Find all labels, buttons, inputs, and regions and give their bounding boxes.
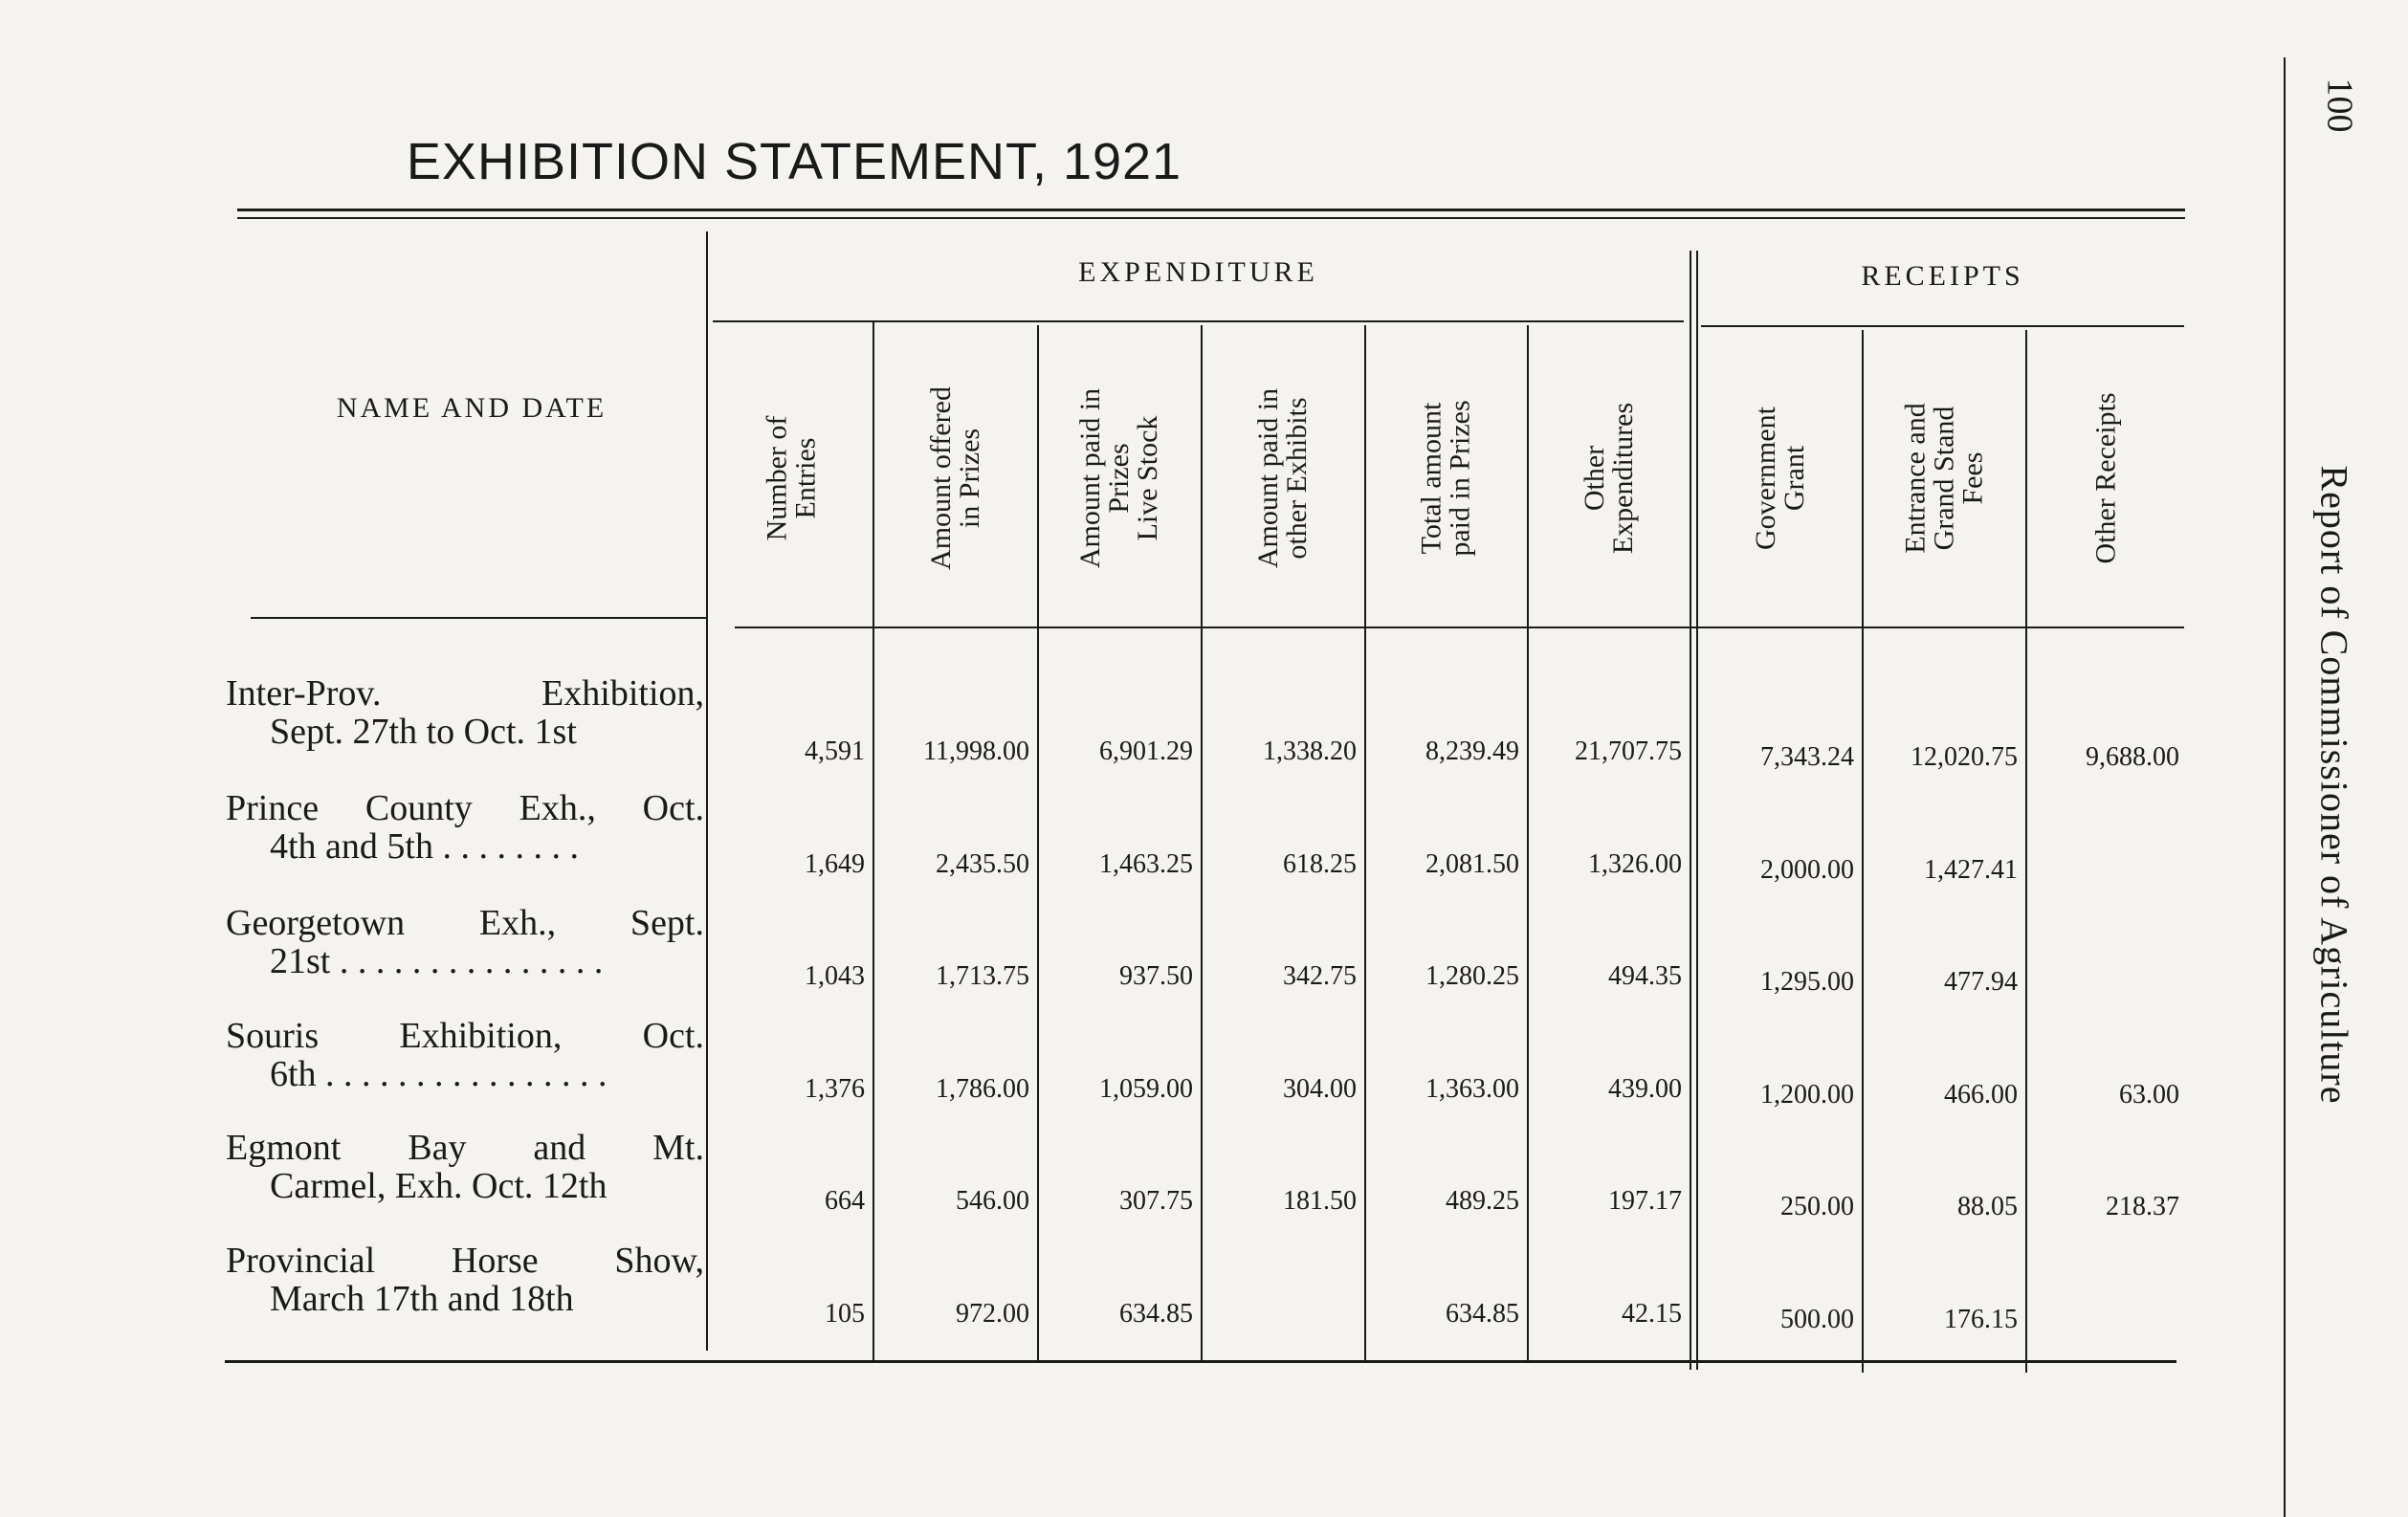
column-header-government-grant: Government Grant xyxy=(1749,407,1810,550)
table-cell: 2,081.50 xyxy=(1425,849,1519,879)
name-column-divider xyxy=(706,231,708,1351)
table-cell: 546.00 xyxy=(956,1186,1029,1216)
table-cell: 11,998.00 xyxy=(923,737,1029,766)
table-cell: 1,786.00 xyxy=(936,1074,1029,1104)
column-header-entrance-fees: Entrance and Grand Stand Fees xyxy=(1899,403,1989,554)
table-cell: 972.00 xyxy=(956,1299,1029,1329)
receipts-group-label: RECEIPTS xyxy=(1861,260,2024,292)
table-cell: 2,435.50 xyxy=(936,849,1029,879)
table-cell: 1,338.20 xyxy=(1263,737,1357,766)
column-header-other-receipts: Other Receipts xyxy=(2089,392,2122,564)
table-cell: 1,427.41 xyxy=(1924,855,2018,885)
table-cell: 9,688.00 xyxy=(2086,742,2179,772)
table-cell: 439.00 xyxy=(1608,1074,1682,1104)
table-cell: 634.85 xyxy=(1446,1299,1519,1329)
table-cell: 1,059.00 xyxy=(1099,1074,1193,1104)
page-title: EXHIBITION STATEMENT, 1921 xyxy=(406,133,1182,190)
table-cell: 21,707.75 xyxy=(1575,737,1682,766)
table-cell: 304.00 xyxy=(1283,1074,1357,1104)
table-cell: 12,020.75 xyxy=(1911,742,2018,772)
table-cell: 42.15 xyxy=(1622,1299,1682,1329)
page-margin-line xyxy=(2284,57,2286,1517)
row-name: Inter-Prov. Exhibition, Sept. 27th to Oct. 1st xyxy=(226,673,704,752)
table-cell: 4,591 xyxy=(805,737,865,766)
table-cell: 1,280.25 xyxy=(1425,961,1519,991)
table-cell: 1,713.75 xyxy=(936,961,1029,991)
page-number: 100 xyxy=(2319,77,2359,133)
table-cell: 250.00 xyxy=(1780,1192,1854,1221)
table-cell: 500.00 xyxy=(1780,1305,1854,1334)
table-cell: 1,649 xyxy=(805,849,865,879)
row-name: Souris Exhibition, Oct. 6th . . . . . . . . . . . . . . . . xyxy=(226,1016,704,1094)
column-header-paid-live-stock: Amount paid in Prizes Live Stock xyxy=(1074,387,1164,569)
table-cell: 489.25 xyxy=(1446,1186,1519,1216)
table-cell: 6,901.29 xyxy=(1099,737,1193,766)
table-cell: 1,363.00 xyxy=(1425,1074,1519,1104)
table-cell: 494.35 xyxy=(1608,961,1682,991)
row-name: Provincial Horse Show, March 17th and 18th xyxy=(226,1241,704,1319)
table-cell: 477.94 xyxy=(1944,967,2018,997)
table-cell: 218.37 xyxy=(2106,1192,2179,1221)
table-cell: 466.00 xyxy=(1944,1080,2018,1110)
table-cell: 1,200.00 xyxy=(1760,1080,1854,1110)
table-cell: 1,376 xyxy=(805,1074,865,1104)
expenditure-group-label: EXPENDITURE xyxy=(1078,256,1318,288)
table-cell: 1,326.00 xyxy=(1588,849,1682,879)
name-header-underline xyxy=(251,617,708,619)
table-cell: 105 xyxy=(825,1299,865,1329)
table-cell: 7,343.24 xyxy=(1760,742,1854,772)
name-and-date-header: NAME AND DATE xyxy=(336,392,608,424)
top-rule-outer xyxy=(237,209,2185,211)
table-cell: 1,463.25 xyxy=(1099,849,1193,879)
table-cell: 1,043 xyxy=(805,961,865,991)
top-rule-inner xyxy=(237,217,2185,219)
table-cell: 88.05 xyxy=(1957,1192,2018,1221)
table-cell: 937.50 xyxy=(1119,961,1193,991)
table-cell: 176.15 xyxy=(1944,1305,2018,1334)
table-cell: 618.25 xyxy=(1283,849,1357,879)
column-header-number-of-entries: Number of Entries xyxy=(760,415,821,541)
running-head: Report of Commissioner of Agriculture xyxy=(2312,464,2356,1105)
column-header-total-paid: Total amount paid in Prizes xyxy=(1416,400,1476,557)
table-cell: 307.75 xyxy=(1119,1186,1193,1216)
row-name: Egmont Bay and Mt. Carmel, Exh. Oct. 12th xyxy=(226,1128,704,1206)
table-cell: 197.17 xyxy=(1608,1186,1682,1216)
expenditure-underline xyxy=(713,320,1684,322)
table-cell: 63.00 xyxy=(2119,1080,2179,1110)
table-cell: 634.85 xyxy=(1119,1299,1193,1329)
column-header-other-expenditures: Other Expenditures xyxy=(1578,402,1639,555)
column-header-amount-offered: Amount offered in Prizes xyxy=(925,386,985,570)
row-name: Georgetown Exh., Sept. 21st . . . . . . . . . . . . . . . xyxy=(226,903,704,981)
row-name: Prince County Exh., Oct. 4th and 5th . . . . . . . . xyxy=(226,788,704,867)
group-divider xyxy=(1690,251,1691,1370)
table-cell: 2,000.00 xyxy=(1760,855,1854,885)
table-cell: 8,239.49 xyxy=(1425,737,1519,766)
table-cell: 1,295.00 xyxy=(1760,967,1854,997)
table-cell: 342.75 xyxy=(1283,961,1357,991)
table-cell: 664 xyxy=(825,1186,865,1216)
table-cell: 181.50 xyxy=(1283,1186,1357,1216)
column-header-paid-other-exhibits: Amount paid in other Exhibits xyxy=(1252,387,1314,569)
